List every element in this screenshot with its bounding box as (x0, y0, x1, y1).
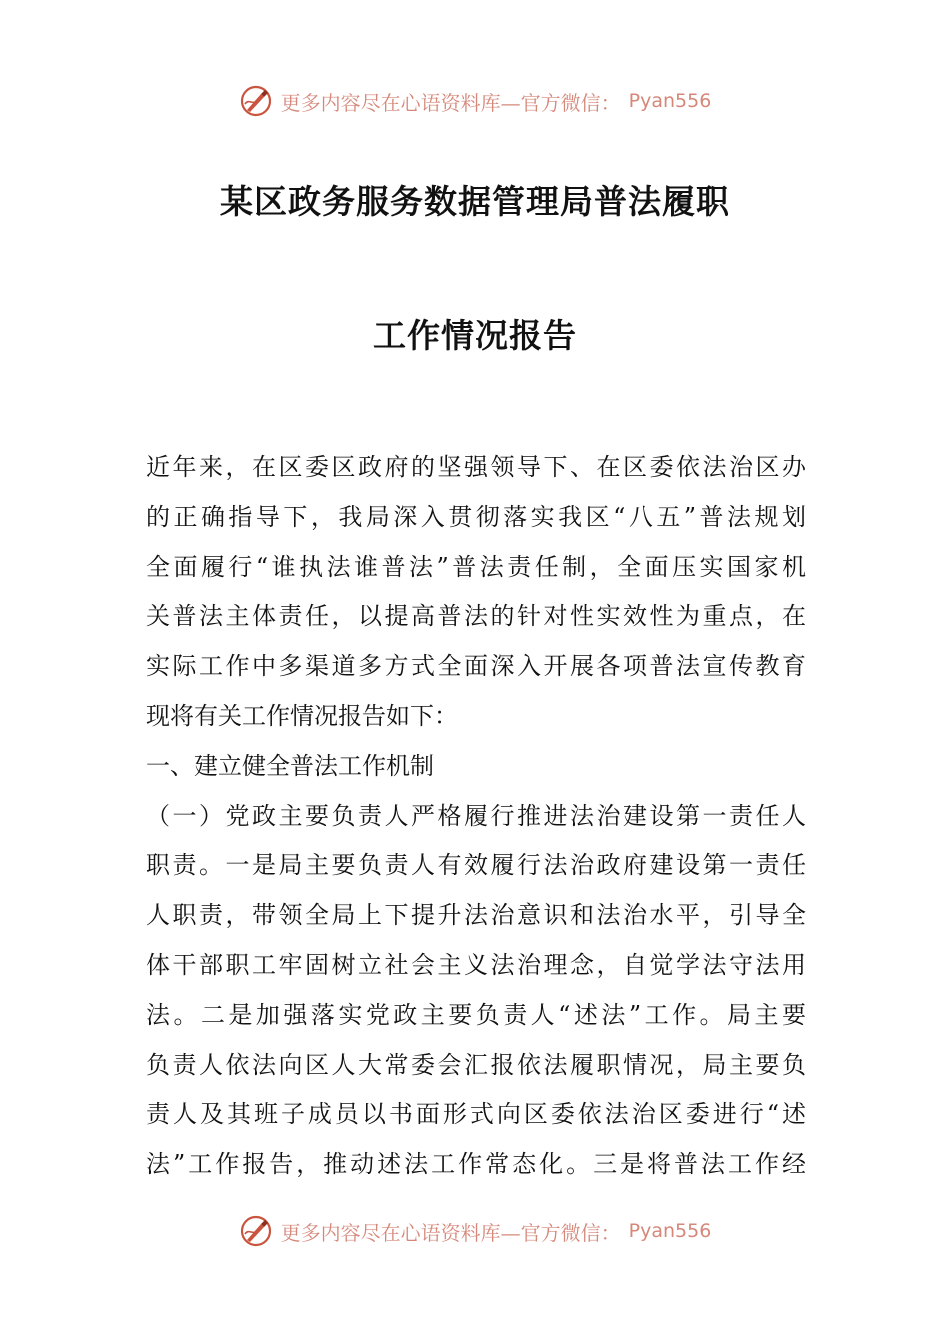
body-line: 近年来，在区委区政府的坚强领导下、在区委依法治区办 (146, 453, 806, 481)
header-watermark (0, 84, 950, 118)
body-line: （一）党政主要负责人严格履行推进法治建设第一责任人 (146, 801, 806, 830)
watermark-text: 更多内容尽在心语资料库—官方微信： (280, 1220, 621, 1245)
body-line: 实际工作中多渠道多方式全面深入开展各项普法宣传教育 (146, 652, 806, 681)
watermark-text: 更多内容尽在心语资料库—官方微信： (280, 90, 621, 115)
body-line: 全面履行“谁执法谁普法”普法责任制，全面压实国家机 (146, 552, 806, 581)
watermark-wechat-id: Pyan556 (628, 90, 712, 112)
body-line: 法。二是加强落实党政主要负责人“述法”工作。局主要 (146, 1000, 806, 1029)
watermark-wechat-id: Pyan556 (628, 1220, 712, 1242)
section-heading: 一、建立健全普法工作机制 (146, 751, 434, 780)
body-line: 负责人依法向区人大常委会汇报依法履职情况，局主要负 (146, 1050, 806, 1079)
pen-logo-icon (239, 84, 273, 118)
pen-logo-icon (239, 1214, 273, 1248)
body-line: 职责。一是局主要负责人有效履行法治政府建设第一责任 (146, 851, 806, 880)
footer-watermark (0, 1214, 950, 1248)
body-line: 责人及其班子成员以书面形式向区委依法治区委进行“述 (146, 1100, 806, 1129)
body-line: 人职责，带领全局上下提升法治意识和法治水平，引导全 (146, 901, 806, 930)
body-line: 的正确指导下，我局深入贯彻落实我区“八五”普法规划 (146, 502, 806, 531)
document-title-line-2: 工作情况报告 (373, 316, 577, 355)
body-line: 法”工作报告，推动述法工作常态化。三是将普法工作经 (146, 1150, 806, 1179)
document-body (146, 443, 806, 1190)
body-line: 关普法主体责任，以提高普法的针对性实效性为重点，在 (146, 602, 806, 631)
document-title-line-1: 某区政务服务数据管理局普法履职 (220, 182, 730, 221)
body-line: 现将有关工作情况报告如下： (146, 701, 458, 730)
body-line: 体干部职工牢固树立社会主义法治理念，自觉学法守法用 (146, 950, 806, 979)
